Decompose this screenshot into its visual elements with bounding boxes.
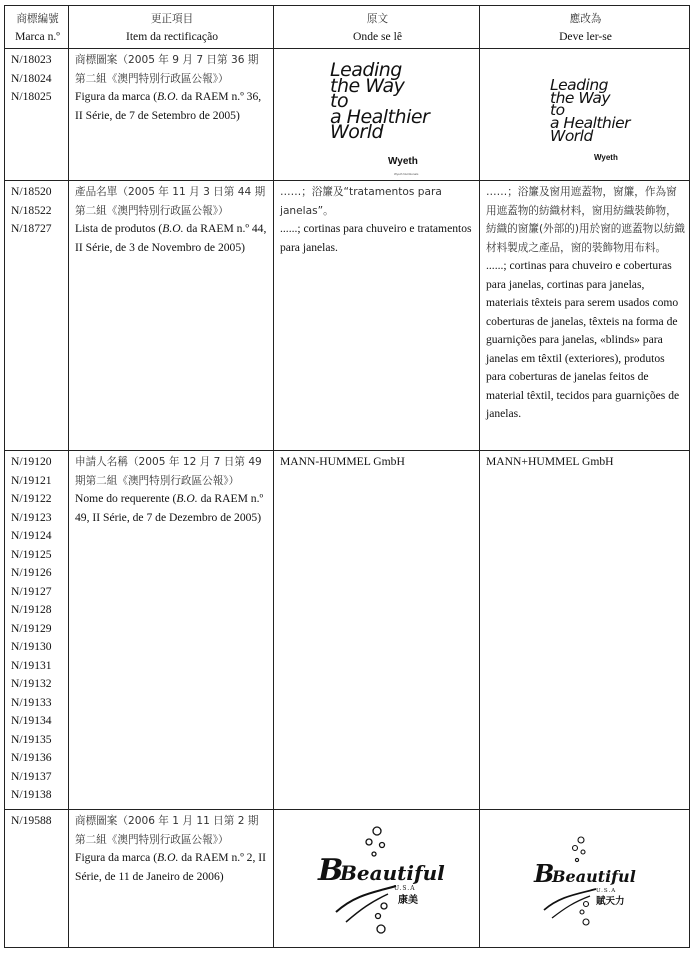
header-original-pt: Onde se lê — [353, 30, 402, 43]
wyeth-logo-sub: Wyeth Nutritionals — [394, 172, 419, 176]
mark-number: N/19122 — [11, 492, 52, 505]
marks-cell — [5, 810, 69, 948]
item-pt: Nome do requerente (B.O. da RAEM n.º 49, II Série, de 7 de Dezembro de 2005) — [75, 492, 264, 524]
logo-chinese-name: 賦天力 — [596, 896, 625, 907]
original-logo-cell — [274, 49, 480, 181]
header-corrected — [480, 6, 690, 49]
original-applicant: MANN-HUMMEL GmbH — [280, 455, 405, 468]
mark-number: N/18024 — [11, 71, 52, 85]
item-pt: Lista de produtos (B.O. da RAEM n.º 44, II Série, de 3 de Novembro de 2005) — [75, 222, 267, 254]
corrected-logo-cell — [480, 49, 690, 181]
beautiful-logo — [276, 814, 476, 944]
mark-number: N/19133 — [11, 695, 52, 709]
corrected-logo-cell — [480, 810, 690, 948]
header-original-zh: 原文 — [366, 12, 389, 25]
logo-usa: U.S.A — [394, 885, 416, 892]
beautiful-logo — [482, 814, 682, 944]
item-pt: Figura da marca (B.O. da RAEM n.º 2, II Série, de 11 de Janeiro de 2006) — [75, 851, 266, 883]
item-zh: 申請人名稱（2005 年 12 月 7 日第 49 期第二組《澳門特別行政區公報》） — [75, 456, 262, 487]
item-pt: Figura da marca (B.O. da RAEM n.º 36, II Série, de 7 de Setembro de 2005) — [75, 90, 262, 122]
table-row — [5, 810, 690, 948]
logo-word-b: B — [318, 853, 344, 888]
item-cell — [69, 810, 274, 948]
item-zh: 產品名單（2005 年 11 月 3 日第 44 期第二組《澳門特別行政區公報》） — [75, 186, 266, 217]
original-zh: ……；浴簾及“tratamentos para janelas”。 — [280, 186, 442, 217]
original-cell — [274, 181, 480, 451]
item-cell — [69, 181, 274, 451]
mark-number: N/19137 — [11, 769, 52, 783]
mark-number: N/18522 — [11, 203, 52, 217]
mark-number: N/19128 — [11, 603, 52, 616]
mark-number: N/19123 — [11, 510, 52, 524]
wyeth-logo: Wyeth — [594, 153, 618, 162]
header-item — [69, 6, 274, 49]
original-cell — [274, 451, 480, 810]
item-zh: 商標圖案（2005 年 9 月 7 日第 36 期第二組《澳門特別行政區公報》） — [75, 54, 259, 85]
rectification-table — [4, 5, 690, 948]
header-corrected-zh: 應改為 — [569, 12, 602, 25]
table-row — [5, 49, 690, 181]
table-row — [5, 181, 690, 451]
corrected-cell — [480, 451, 690, 810]
mark-number: N/19131 — [11, 658, 52, 672]
item-cell — [69, 451, 274, 810]
corrected-applicant: MANN+HUMMEL GmbH — [486, 455, 614, 468]
mark-number: N/19132 — [11, 677, 52, 690]
corrected-zh: ……；浴簾及窗用遮蓋物，窗簾，作為窗用遮蓋物的紡織材料，窗用紡織裝飾物，紡織的窗簾(外部的)用於窗的遮蓋物以紡織材料製成之產品，窗的裝飾物用布料。 — [486, 186, 685, 254]
header-marks-pt: Marca n.º — [15, 30, 60, 43]
mark-number: N/19135 — [11, 732, 52, 746]
wyeth-slogan-logo: Leading the Way to a Healthier World — [330, 59, 430, 144]
header-item-pt: Item da rectificação — [125, 30, 219, 43]
mark-number: N/19130 — [11, 640, 52, 653]
logo-chinese-name: 康美 — [398, 895, 418, 906]
header-marks-zh: 商標編號 — [16, 12, 59, 25]
wyeth-logo: Wyeth — [388, 156, 418, 167]
header-corrected-pt: Deve ler-se — [559, 30, 612, 43]
corrected-pt: ......; cortinas para chuveiro e coberturas para janelas, cortinas para janelas, materiais têxteis para serem usados como coberturas de janelas, têxteis na forma de guarnições para janelas, «blinds» para janelas em têxtil (exteriores), produtos para coberturas de janelas feitos de material têxtil, tecidos para guarnições de janelas. — [486, 259, 680, 420]
mark-number: N/18727 — [11, 222, 52, 235]
marks-cell — [5, 49, 69, 181]
original-pt: ......; cortinas para chuveiro e tratamentos para janelas. — [280, 222, 472, 254]
mark-number: N/19120 — [11, 455, 52, 468]
logo-usa: U.S.A — [596, 888, 617, 894]
mark-number: N/18025 — [11, 90, 52, 103]
header-marks — [5, 6, 69, 49]
mark-number: N/19121 — [11, 473, 52, 487]
marks-cell — [5, 181, 69, 451]
mark-number: N/19127 — [11, 584, 52, 598]
original-logo-cell — [274, 810, 480, 948]
item-zh: 商標圖案（2006 年 1 月 11 日第 2 期第二組《澳門特別行政區公報》） — [75, 815, 259, 846]
mark-number: N/19136 — [11, 751, 52, 764]
wyeth-slogan-logo: Leading the Way to a Healthier World — [550, 76, 631, 145]
item-cell — [69, 49, 274, 181]
mark-number: N/19124 — [11, 529, 52, 542]
mark-number: N/18023 — [11, 53, 52, 66]
mark-number: N/19134 — [11, 714, 52, 727]
mark-number: N/19138 — [11, 788, 52, 801]
corrected-cell — [480, 181, 690, 451]
header-original — [274, 6, 480, 49]
header-item-zh: 更正項目 — [150, 12, 194, 25]
logo-word: Beautiful — [552, 867, 636, 886]
table-row — [5, 451, 690, 810]
logo-word: Beautiful — [340, 861, 445, 885]
header-row — [5, 6, 690, 49]
mark-number: N/18520 — [11, 185, 52, 198]
logo-word-b: B — [534, 859, 555, 888]
mark-number: N/19125 — [11, 547, 52, 561]
marks-cell — [5, 451, 69, 810]
mark-number: N/19126 — [11, 566, 52, 579]
mark-number: N/19129 — [11, 621, 52, 635]
mark-number: N/19588 — [11, 814, 52, 827]
